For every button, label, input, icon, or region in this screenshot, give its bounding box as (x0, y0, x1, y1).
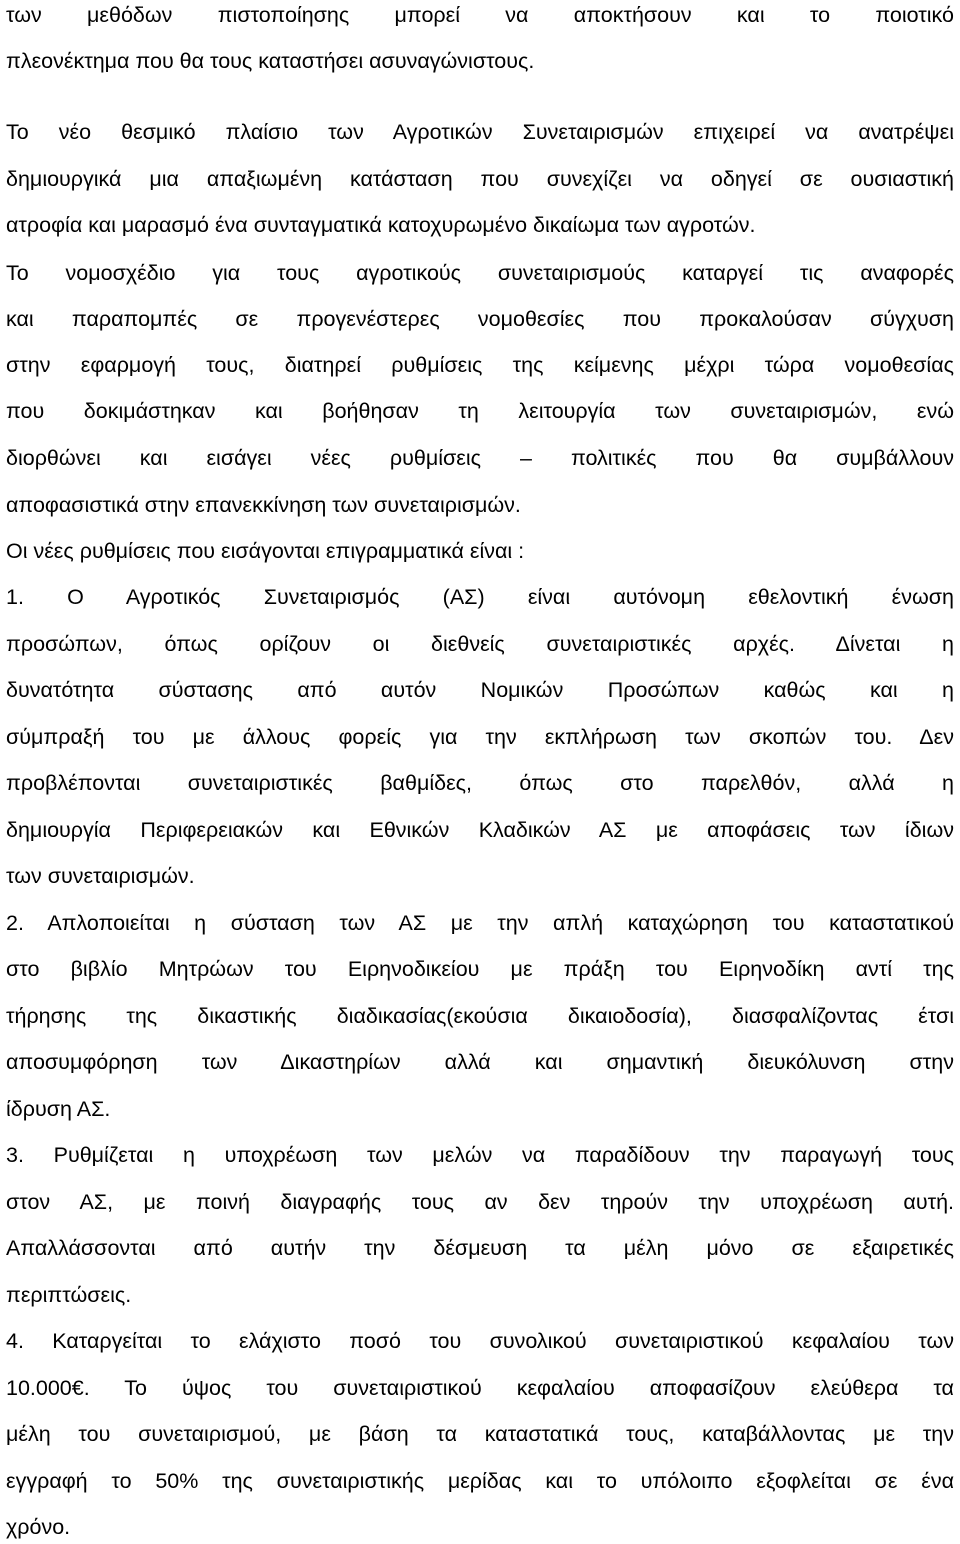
text-line: χρόνο. (6, 1515, 71, 1539)
text-line: διορθώνει και εισάγει νέες ρυθμίσεις – πολιτικές που θα συμβάλλουν (6, 446, 954, 470)
text-line: εγγραφή το 50% της συνεταιριστικής μερίδας και το υπόλοιπο εξοφλείται σε ένα (6, 1469, 954, 1493)
text-line: 10.000€. Το ύψος του συνεταιριστικού κεφαλαίου αποφασίζουν ελεύθερα τα (6, 1376, 954, 1400)
text-line: στο βιβλίο Μητρώων του Ειρηνοδικείου με πράξη του Ειρηνοδίκη αντί της (6, 957, 954, 981)
text-line: δημιουργία Περιφερειακών και Εθνικών Κλαδικών ΑΣ με αποφάσεις των ίδιων (6, 818, 954, 842)
text-line: σύμπραξή του με άλλους φορείς για την εκπλήρωση των σκοπών του. Δεν (6, 725, 954, 749)
text-line: 2. Απλοποιείται η σύσταση των ΑΣ με την απλή καταχώρηση του καταστατικού (6, 911, 954, 935)
text-line: μέλη του συνεταιρισμού, με βάση τα καταστατικά τους, καταβάλλοντας με την (6, 1422, 954, 1446)
text-line: στον ΑΣ, με ποινή διαγραφής τους αν δεν τηρούν την υποχρέωση αυτή. (6, 1190, 954, 1214)
text-line: αποφασιστικά στην επανεκκίνηση των συνεταιρισμών. (6, 493, 521, 517)
text-line: 3. Ρυθμίζεται η υποχρέωση των μελών να παραδίδουν την παραγωγή τους (6, 1143, 954, 1167)
text-line: πλεονέκτημα που θα τους καταστήσει ασυναγώνιστους. (6, 49, 535, 73)
text-line: περιπτώσεις. (6, 1283, 132, 1307)
text-line: των συνεταιρισμών. (6, 864, 195, 888)
text-line: στην εφαρμογή τους, διατηρεί ρυθμίσεις της κείμενης μέχρι τώρα νομοθεσίας (6, 353, 954, 377)
text-line: προβλέπονται συνεταιριστικές βαθμίδες, όπως στο παρελθόν, αλλά η (6, 771, 954, 795)
text-line: 1. Ο Αγροτικός Συνεταιρισμός (ΑΣ) είναι αυτόνομη εθελοντική ένωση (6, 585, 954, 609)
text-line: των μεθόδων πιστοποίησης μπορεί να αποκτήσουν και το ποιοτικό (6, 3, 954, 27)
text-line: 4. Καταργείται το ελάχιστο ποσό του συνολικού συνεταιριστικού κεφαλαίου των (6, 1329, 954, 1353)
text-line: Απαλλάσσονται από αυτήν την δέσμευση τα μέλη μόνο σε εξαιρετικές (6, 1236, 954, 1260)
text-line: που δοκιμάστηκαν και βοήθησαν τη λειτουργία των συνεταιρισμών, ενώ (6, 399, 954, 423)
text-line: Το νέο θεσμικό πλαίσιο των Αγροτικών Συνεταιρισμών επιχειρεί να ανατρέψει (6, 120, 954, 144)
text-line: Οι νέες ρυθμίσεις που εισάγονται επιγραμματικά είναι : (6, 539, 525, 563)
text-line: ίδρυση ΑΣ. (6, 1097, 111, 1121)
text-line: και παραπομπές σε προγενέστερες νομοθεσίες που προκαλούσαν σύγχυση (6, 307, 954, 331)
text-line: δυνατότητα σύστασης από αυτόν Νομικών Προσώπων καθώς και η (6, 678, 954, 702)
text-line: τήρησης της δικαστικής διαδικασίας(εκούσια δικαιοδοσία), διασφαλίζοντας έτσι (6, 1004, 954, 1028)
text-line: προσώπων, όπως ορίζουν οι διεθνείς συνεταιριστικές αρχές. Δίνεται η (6, 632, 954, 656)
text-line: Το νομοσχέδιο για τους αγροτικούς συνεταιρισμούς καταργεί τις αναφορές (6, 261, 954, 285)
text-line: ατροφία και μαρασμό ένα συνταγματικά κατοχυρωμένο δικαίωμα των αγροτών. (6, 213, 756, 237)
text-line: δημιουργικά μια απαξιωμένη κατάσταση που συνεχίζει να οδηγεί σε ουσιαστική (6, 167, 954, 191)
text-line: αποσυμφόρηση των Δικαστηρίων αλλά και σημαντική διευκόλυνση στην (6, 1050, 954, 1074)
